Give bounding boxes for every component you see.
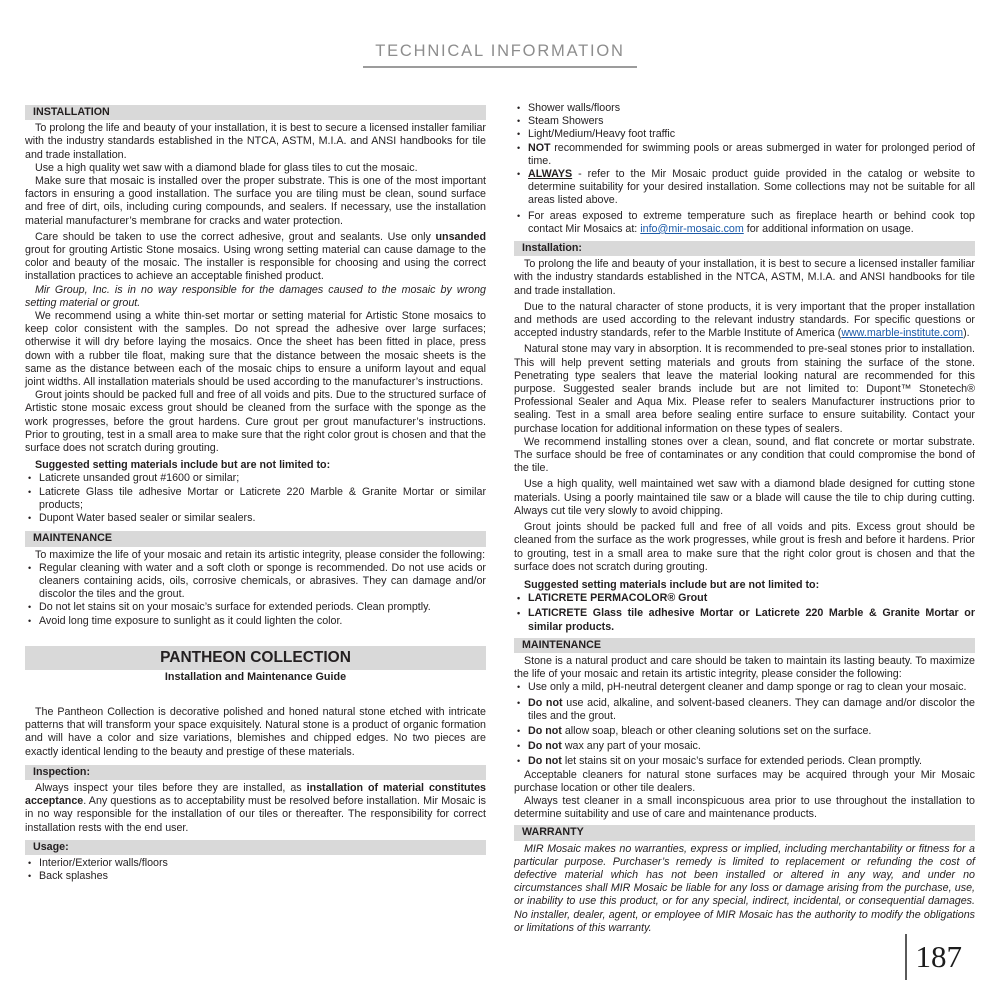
bullet-item <box>25 857 486 870</box>
text-segment: Do not let stains sit on your mosaic’s surface for extended periods. Clean promptly. <box>39 601 431 614</box>
text-segment: To maximize the life of your mosaic and retain its artistic integrity, please consider the following: <box>35 548 486 561</box>
text-segment: wax any part of your mosaic. <box>561 740 701 753</box>
bullet-item <box>514 681 975 694</box>
text-segment: Make sure that mosaic is installed over the proper substrate. This is one of the most important factors in ensuring a good installation. The surface you are tiling must be clean, sound surface and free of dirt, oils, including curing compounds, and sealers. If necessary, use the installation material manufacturer’s membrane for cracks and water protection. <box>25 175 486 227</box>
text-segment: LATICRETE Glass tile adhesive Mortar or Laticrete 220 Marble & Granite Mortar or similar products. <box>528 607 975 633</box>
paragraph <box>25 389 486 455</box>
bullet-icon: • <box>517 169 521 180</box>
paragraph <box>514 301 975 341</box>
bullet-icon: • <box>517 142 521 153</box>
bullet-icon: • <box>517 756 521 767</box>
text-segment: We recommend installing stones over a clean, sound, and flat concrete or mortar substrate. The surface should be free of contaminates or any condition that could compromise the bond of the tile. <box>514 435 975 475</box>
text-segment: - refer to the Mir Mosaic product guide provided in the catalog or website to determine suitability for your desired installation. Some collections may not be suitable for all areas listed above. <box>528 168 975 207</box>
bullet-icon: • <box>517 103 521 113</box>
text-segment: Use a high quality wet saw with a diamond blade for glass tiles to cut the mosaic. <box>35 161 418 174</box>
bullet-text <box>528 607 975 632</box>
bullet-icon: • <box>28 857 32 868</box>
text-segment: Laticrete unsanded grout #1600 or similar; <box>39 472 240 485</box>
bullet-text <box>39 601 431 613</box>
bullet-item <box>514 102 975 115</box>
text-segment: Suggested setting materials include but are not limited to: <box>35 459 331 472</box>
section-header: MAINTENANCE <box>514 638 975 653</box>
text-segment: Use only a mild, pH-neutral detergent cleaner and damp sponge or rag to clean your mosaic. <box>528 681 967 694</box>
text-segment: Back splashes <box>39 870 108 883</box>
text-segment: Do not <box>528 740 562 753</box>
bullet-item <box>25 512 486 525</box>
bullet-item <box>514 168 975 208</box>
paragraph <box>25 122 486 162</box>
text-segment: Steam Showers <box>528 115 604 128</box>
left-column <box>25 102 486 935</box>
text-segment: NOT <box>528 141 551 154</box>
bullet-text <box>528 697 975 722</box>
text-segment: For areas exposed to extreme temperature such as fireplace hearth or behind cook top contact Mir Mosaics at: <box>528 209 975 235</box>
bullet-text <box>528 725 871 737</box>
bullet-text <box>39 486 486 511</box>
section-header: MAINTENANCE <box>25 531 486 546</box>
text-segment: . Any questions as to acceptability must be resolved before installation. Mir Mosaic is in no way responsible for the installation of our tiles or thereafter. The responsibility for correct installation rests with the end user. <box>25 795 486 834</box>
bullet-text <box>528 128 675 140</box>
bullet-text <box>39 857 168 869</box>
paragraph <box>514 478 975 518</box>
text-segment: Due to the natural character of stone products, it is very important that the proper installation and methods are used according to the relevant industry standards. For specific questions or accepted industry standards, refer to the Marble Institute of America ( <box>514 300 975 340</box>
page-number <box>905 934 963 980</box>
section-header: INSTALLATION <box>25 105 486 120</box>
section-header: WARRANTY <box>514 825 975 840</box>
text-segment: Use a high quality, well maintained wet saw with a diamond blade designed for cutting stone materials. Using a poorly maintained tile saw or a blade will cause the tile to chip during cutting. Always cut tile very slowly to avoid chipping. <box>514 478 975 517</box>
text-segment: allow soap, bleach or other cleaning solutions set on the surface. <box>561 724 872 737</box>
bullet-item <box>25 562 486 602</box>
section-header: Installation: <box>514 241 975 256</box>
text-segment: installation of material constitutes acceptance <box>25 781 486 808</box>
text-segment: We recommend using a white thin-set mortar or setting material for Artistic Stone mosaics to keep color consistent with the samples. Do not spread the adhesive over large surfaces; otherwise it will dry before laying the mosaics. Once the sheet has been fitted in place, press down with a rubber tile float, making sure that the distance between the mosaic sheets is the same as the distance between each of the mosaic chips to ensure a uniform layout and equal joint widths. All installation materials should be used according to the manufacturer’s instructions. <box>25 310 486 389</box>
paragraph <box>514 769 975 795</box>
text-segment: Grout joints should be packed full and free of all voids and pits. Due to the structured surface of Artistic stone mosaic excess grout should be cleaned from the surface with the sponge as the work progresses, before the grout hardens. Cure grout per grout manufacturer’s instructions. Prior to grouting, test in a small area to make sure that the right color grout is chosen and that the surface does not scratch during grouting. <box>25 389 486 455</box>
bullet-item <box>514 740 975 753</box>
bullet-item <box>514 210 975 236</box>
text-segment: LATICRETE PERMACOLOR® Grout <box>528 592 708 605</box>
bullet-icon: • <box>517 741 521 752</box>
bullet-icon: • <box>28 513 32 524</box>
bullet-icon: • <box>517 682 521 693</box>
bullet-text <box>39 870 108 882</box>
text-segment: Interior/Exterior walls/floors <box>39 856 168 869</box>
bullet-icon: • <box>28 602 32 613</box>
paragraph <box>514 655 975 681</box>
text-segment: Avoid long time exposure to sunlight as it could lighten the color. <box>39 614 343 627</box>
text-segment: Regular cleaning with water and a soft cloth or sponge is recommended. Do not use acids or cleaners containing acids, oils, corrosive chemicals, or abrasives. They can damage and/or discolor the tiles and the grout. <box>39 561 486 601</box>
paragraph <box>25 706 486 759</box>
text-segment: Natural stone may vary in absorption. It is recommended to pre-seal stones prior to installation. This will help prevent setting materials and grouts from staining the surface of the stone. Penetrating type sealers that leave the material looking natural are recommended for this purpose. Suggested sealer brands include but are not limited to: Dupont™ Stonetech® Professional Sealer and Aqua Mix. Please refer to sealers Manufacturer instructions prior to sealing. Test in a small area before sealing entire surface to ensure suitability. Contact your purchase location for additional information on these types of sealers. <box>514 343 975 435</box>
text-segment: Acceptable cleaners for natural stone surfaces may be acquired through your Mir Mosaic purchase location or other tile dealers. <box>514 768 975 794</box>
paragraph <box>25 284 486 310</box>
section-header: Inspection: <box>25 765 486 780</box>
bullet-item <box>514 697 975 723</box>
bullet-text <box>39 472 239 484</box>
text-segment: To prolong the life and beauty of your installation, it is best to secure a licensed installer familiar with the industry standards established in the NTCA, ASTM, M.I.A. and ANSI handbooks for tile and trade installation. <box>25 122 486 161</box>
text-segment: Light/Medium/Heavy foot traffic <box>528 128 676 141</box>
bullet-icon: • <box>517 116 521 127</box>
bullet-icon: • <box>517 593 521 604</box>
text-segment: ALWAYS <box>528 168 573 181</box>
text-segment: use acid, alkaline, and solvent-based cleaners. They can damage and/or discolor the tiles and the grout. <box>528 696 975 722</box>
bullet-text <box>528 168 975 206</box>
text-segment: Grout joints should be packed full and free of all voids and pits. Excess grout should be cleaned from the surface as the work progresses, while grout is fresh and before it hardens. Prior to grouting, test in a small area to make sure that the right color grout is chosen and that the surface does not scratch during grouting. <box>514 521 975 573</box>
bullet-item <box>25 472 486 485</box>
bullet-icon: • <box>28 473 32 484</box>
bullet-text <box>39 562 486 600</box>
section-header: Usage: <box>25 840 486 855</box>
text-segment: Mir Group, Inc. is in no way responsible for the damages caused to the mosaic by wrong setting material or grout. <box>25 283 486 309</box>
page-title: TECHNICAL INFORMATION <box>363 42 637 68</box>
content-columns <box>0 102 1000 935</box>
paragraph <box>514 795 975 821</box>
bullet-text <box>528 755 922 767</box>
bullet-item <box>514 142 975 168</box>
paragraph <box>514 843 975 935</box>
paragraph <box>25 175 486 228</box>
text-segment: for additional information on usage. <box>743 222 914 235</box>
bullet-item <box>514 607 975 633</box>
text-segment: To prolong the life and beauty of your installation, it is best to secure a licensed installer familiar with the industry standards established in the NTCA, ASTM, M.I.A. and ANSI handbooks for tile and trade installation. <box>514 258 975 297</box>
paragraph <box>25 310 486 389</box>
bullet-text <box>528 592 707 604</box>
page-number-value: 187 <box>915 939 962 974</box>
bullet-text <box>528 210 975 235</box>
bullet-text <box>528 740 701 752</box>
bullet-text <box>39 512 255 524</box>
right-column <box>514 102 975 935</box>
bullet-icon: • <box>517 725 521 736</box>
text-segment: grout for grouting Artistic Stone mosaics. Using wrong setting material can cause damage to the color and beauty of the mosaic. The installer is responsible for choosing and using the correct installation practices to achieve an acceptable finished product. <box>25 244 486 283</box>
bullet-icon: • <box>28 871 32 882</box>
paragraph <box>25 782 486 835</box>
text-segment: Do not <box>528 724 562 737</box>
paragraph <box>514 521 975 574</box>
bullet-text <box>39 615 342 627</box>
page-header <box>0 0 1000 68</box>
bullet-item <box>25 486 486 512</box>
inline-link[interactable]: www.marble-institute.com <box>841 327 964 340</box>
bullet-item <box>514 115 975 128</box>
bullet-icon: • <box>517 210 521 221</box>
bullet-text <box>528 142 975 167</box>
paragraph <box>514 579 975 592</box>
bullet-icon: • <box>517 129 521 140</box>
text-segment: The Pantheon Collection is decorative polished and honed natural stone etched with intricate patterns that will transform your space exquisitely. Natural stone is a product of organic formation and will have a color and size variations, blemishes and chipped edges. No two pieces are exactly identical lending to the beauty and prestige of these materials. <box>25 705 486 758</box>
text-segment: Do not <box>528 696 563 709</box>
text-segment: Dupont Water based sealer or similar sealers. <box>39 512 256 525</box>
text-segment: Shower walls/floors <box>528 102 621 114</box>
paragraph <box>25 459 486 472</box>
bullet-item <box>25 870 486 883</box>
text-segment: Always inspect your tiles before they are installed, as <box>35 781 307 794</box>
paragraph <box>514 343 975 435</box>
text-segment: Suggested setting materials include but are not limited to: <box>524 578 820 591</box>
text-segment: Laticrete Glass tile adhesive Mortar or Laticrete 220 Marble & Granite Mortar or similar products; <box>39 485 486 511</box>
text-segment: ). <box>963 327 970 340</box>
text-segment: unsanded <box>435 230 486 243</box>
bullet-item <box>25 601 486 614</box>
text-segment: MIR Mosaic makes no warranties, express or implied, including merchantability or fitness for a particular purpose. Purchaser’s remedy is limited to replacement or refunding the cost of defective material which has not been installed or altered in any way, and under no circumstances shall MIR Mosaic be liable for any loss or damage arising from the purchase, use, or inability to use this product, or for any special, indirect, incidental, or consequential damages. No installer, dealer, agent, or employee of MIR Mosaic has the authority to modify the obligations or limitations of this warranty. <box>514 842 975 934</box>
inline-link[interactable]: info@mir-mosaic.com <box>640 222 744 235</box>
paragraph <box>514 436 975 476</box>
text-segment: Do not <box>528 755 562 768</box>
bullet-icon: • <box>28 486 32 497</box>
bullet-item <box>25 615 486 628</box>
bullet-item <box>514 755 975 768</box>
paragraph <box>25 549 486 562</box>
text-segment: recommended for swimming pools or areas submerged in water for prolonged period of time. <box>528 141 975 167</box>
bullet-text <box>528 115 603 127</box>
paragraph <box>514 258 975 298</box>
bullet-icon: • <box>517 697 521 708</box>
page-number-divider <box>905 934 907 980</box>
bullet-item <box>514 128 975 141</box>
bullet-text <box>528 681 966 693</box>
text-segment: Care should be taken to use the correct adhesive, grout and sealants. Use only <box>35 230 436 243</box>
bullet-icon: • <box>28 615 32 626</box>
bullet-item <box>514 725 975 738</box>
collection-subtitle: Installation and Maintenance Guide <box>164 670 347 683</box>
bullet-text <box>528 102 620 114</box>
paragraph <box>25 162 486 175</box>
text-segment: Always test cleaner in a small inconspicuous area prior to use throughout the installation to determine suitability and use of care and maintenance products. <box>514 794 975 821</box>
bullet-icon: • <box>28 562 32 573</box>
collection-title: PANTHEON COLLECTION <box>25 646 486 670</box>
text-segment: let stains sit on your mosaic’s surface for extended periods. Clean promptly. <box>561 755 923 768</box>
text-segment: Stone is a natural product and care should be taken to maintain its lasting beauty. To maximize the life of your mosaic and retain its artistic integrity, please consider the following: <box>514 654 975 681</box>
bullet-item <box>514 592 975 605</box>
paragraph <box>25 231 486 284</box>
bullet-icon: • <box>517 608 521 619</box>
